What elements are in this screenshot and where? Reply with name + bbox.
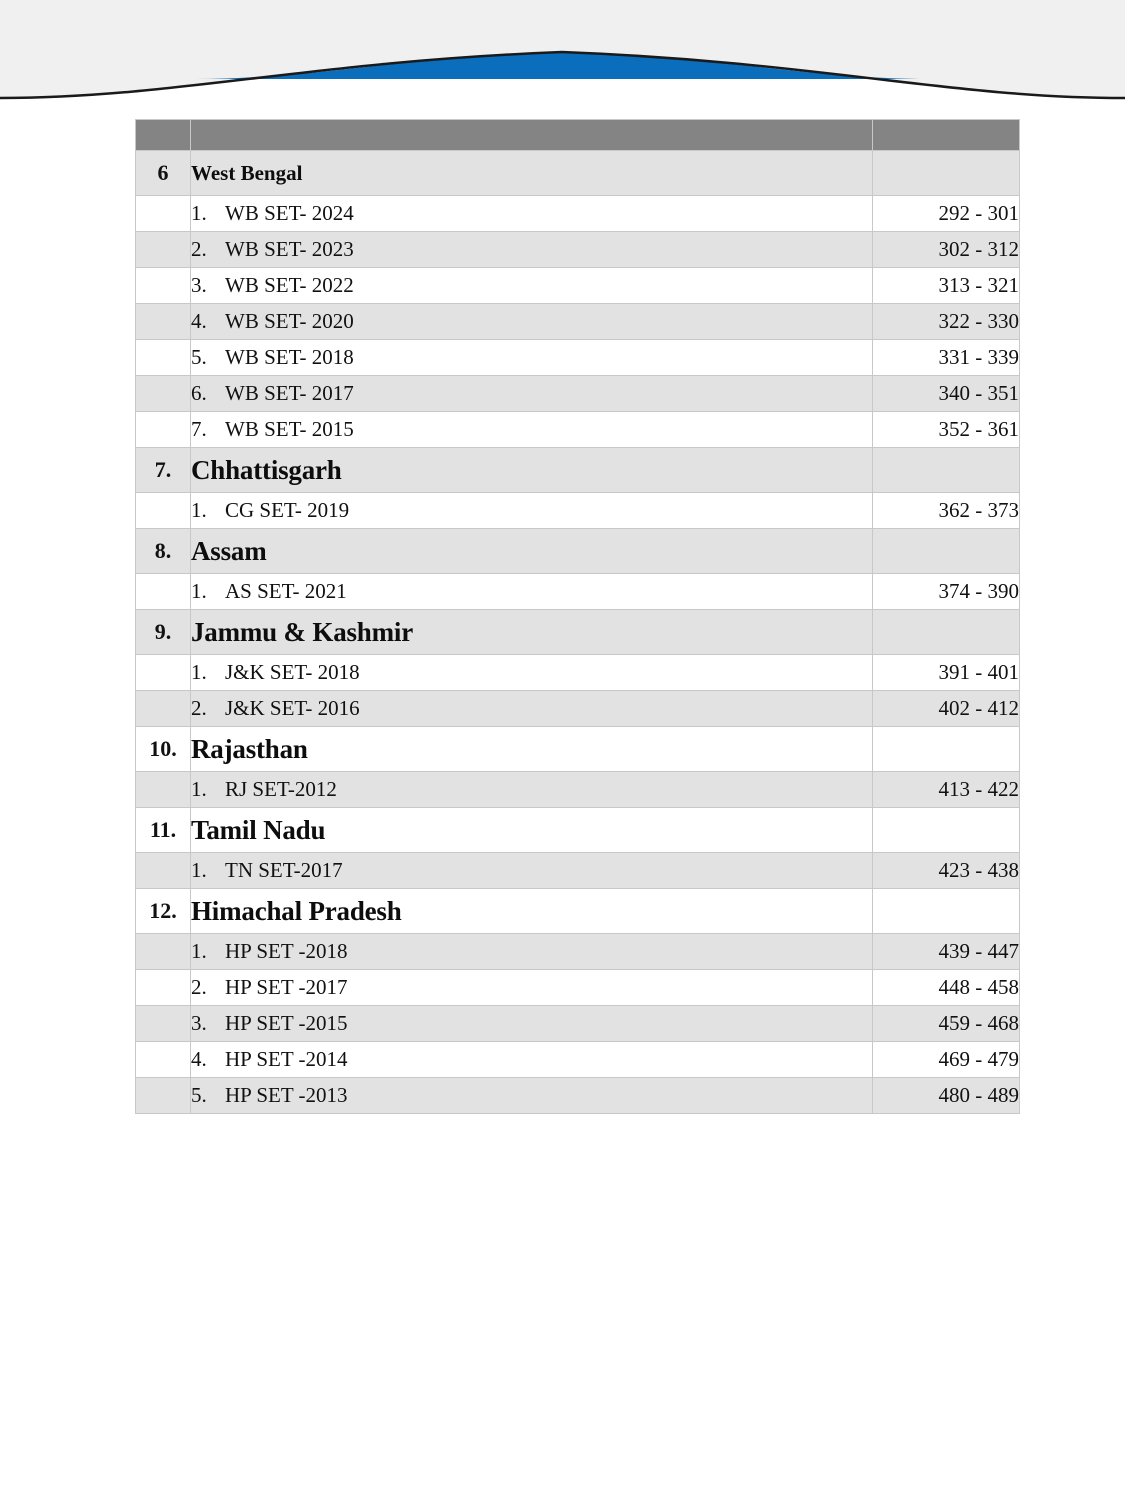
index-table xyxy=(135,119,1020,1114)
exam-item-label: WB SET- 2023 xyxy=(225,237,354,261)
exam-item-number: 1. xyxy=(191,579,207,603)
exam-item-label: TN SET-2017 xyxy=(225,858,343,882)
exam-entry-row xyxy=(136,1078,1020,1114)
page-range-cell xyxy=(873,529,1020,574)
row-serial-cell: 8. xyxy=(136,529,191,574)
exam-entry-row xyxy=(136,655,1020,691)
row-serial-cell xyxy=(136,196,191,232)
row-serial-cell xyxy=(136,232,191,268)
header-cell-sl xyxy=(136,120,191,151)
page-range-cell: 331 - 339 xyxy=(873,340,1020,376)
exam-item-label: HP SET -2014 xyxy=(225,1047,348,1071)
row-serial-cell xyxy=(136,691,191,727)
page-body xyxy=(0,105,1125,1500)
header-cell-pages xyxy=(873,120,1020,151)
exam-entry-row xyxy=(136,493,1020,529)
exam-entry-row xyxy=(136,970,1020,1006)
page-range-cell: 362 - 373 xyxy=(873,493,1020,529)
page-range-cell xyxy=(873,727,1020,772)
exam-item-number: 5. xyxy=(191,345,207,369)
row-serial-cell: 7. xyxy=(136,448,191,493)
exam-item-label: WB SET- 2022 xyxy=(225,273,354,297)
exam-name-cell xyxy=(191,691,873,727)
page-range-cell: 469 - 479 xyxy=(873,1042,1020,1078)
exam-entry-row xyxy=(136,772,1020,808)
row-serial-cell: 12. xyxy=(136,889,191,934)
exam-item-label: HP SET -2017 xyxy=(225,975,348,999)
state-group-row xyxy=(136,808,1020,853)
exam-entry-row xyxy=(136,1006,1020,1042)
exam-entry-row xyxy=(136,232,1020,268)
exam-item-number: 1. xyxy=(191,777,207,801)
row-serial-cell xyxy=(136,655,191,691)
exam-item-label: WB SET- 2017 xyxy=(225,381,354,405)
state-group-row xyxy=(136,151,1020,196)
exam-name-cell xyxy=(191,376,873,412)
row-serial-cell xyxy=(136,493,191,529)
exam-item-label: HP SET -2015 xyxy=(225,1011,348,1035)
row-serial-cell xyxy=(136,412,191,448)
page-range-cell: 413 - 422 xyxy=(873,772,1020,808)
page-range-cell: 480 - 489 xyxy=(873,1078,1020,1114)
row-serial-cell: 9. xyxy=(136,610,191,655)
state-group-row xyxy=(136,610,1020,655)
page-range-cell xyxy=(873,448,1020,493)
exam-item-number: 3. xyxy=(191,1011,207,1035)
row-serial-cell xyxy=(136,1006,191,1042)
exam-item-label: WB SET- 2024 xyxy=(225,201,354,225)
exam-item-number: 6. xyxy=(191,381,207,405)
exam-name-cell xyxy=(191,304,873,340)
exam-name-cell xyxy=(191,232,873,268)
state-name-cell: Jammu & Kashmir xyxy=(191,610,873,655)
exam-entry-row xyxy=(136,412,1020,448)
exam-entry-row xyxy=(136,340,1020,376)
exam-entry-row xyxy=(136,574,1020,610)
exam-item-label: J&K SET- 2016 xyxy=(225,696,360,720)
row-serial-cell xyxy=(136,376,191,412)
exam-entry-row xyxy=(136,1042,1020,1078)
state-name-cell: Tamil Nadu xyxy=(191,808,873,853)
page-range-cell xyxy=(873,610,1020,655)
exam-entry-row xyxy=(136,304,1020,340)
exam-name-cell xyxy=(191,1042,873,1078)
page-range-cell: 340 - 351 xyxy=(873,376,1020,412)
page-range-cell: 292 - 301 xyxy=(873,196,1020,232)
row-serial-cell xyxy=(136,1078,191,1114)
exam-name-cell xyxy=(191,196,873,232)
exam-item-number: 3. xyxy=(191,273,207,297)
state-name-cell: West Bengal xyxy=(191,151,873,196)
exam-name-cell xyxy=(191,340,873,376)
exam-item-number: 4. xyxy=(191,309,207,333)
row-serial-cell xyxy=(136,304,191,340)
exam-name-cell xyxy=(191,1006,873,1042)
exam-item-label: HP SET -2018 xyxy=(225,939,348,963)
page-range-cell: 313 - 321 xyxy=(873,268,1020,304)
exam-item-label: WB SET- 2020 xyxy=(225,309,354,333)
exam-item-label: WB SET- 2015 xyxy=(225,417,354,441)
page-range-cell xyxy=(873,808,1020,853)
exam-entry-row xyxy=(136,853,1020,889)
exam-name-cell xyxy=(191,412,873,448)
row-serial-cell: 10. xyxy=(136,727,191,772)
state-name-cell: Rajasthan xyxy=(191,727,873,772)
exam-item-number: 1. xyxy=(191,939,207,963)
header-decoration xyxy=(0,0,1125,105)
page-range-cell xyxy=(873,889,1020,934)
exam-name-cell xyxy=(191,1078,873,1114)
state-group-row xyxy=(136,889,1020,934)
exam-name-cell xyxy=(191,934,873,970)
state-group-row xyxy=(136,529,1020,574)
table-header-row xyxy=(136,120,1020,151)
row-serial-cell xyxy=(136,934,191,970)
exam-item-number: 1. xyxy=(191,858,207,882)
exam-item-label: CG SET- 2019 xyxy=(225,498,350,522)
state-name-cell: Assam xyxy=(191,529,873,574)
row-serial-cell xyxy=(136,853,191,889)
exam-name-cell xyxy=(191,493,873,529)
exam-item-label: HP SET -2013 xyxy=(225,1083,348,1107)
exam-item-number: 2. xyxy=(191,975,207,999)
row-serial-cell xyxy=(136,772,191,808)
exam-entry-row xyxy=(136,934,1020,970)
exam-item-number: 7. xyxy=(191,417,207,441)
row-serial-cell xyxy=(136,340,191,376)
row-serial-cell xyxy=(136,574,191,610)
exam-entry-row xyxy=(136,376,1020,412)
page-range-cell: 374 - 390 xyxy=(873,574,1020,610)
exam-item-number: 2. xyxy=(191,237,207,261)
page-range-cell: 423 - 438 xyxy=(873,853,1020,889)
exam-item-label: J&K SET- 2018 xyxy=(225,660,360,684)
state-name-cell: Chhattisgarh xyxy=(191,448,873,493)
exam-entry-row xyxy=(136,196,1020,232)
exam-item-label: AS SET- 2021 xyxy=(225,579,347,603)
exam-name-cell xyxy=(191,655,873,691)
exam-item-number: 5. xyxy=(191,1083,207,1107)
exam-entry-row xyxy=(136,691,1020,727)
page-range-cell: 391 - 401 xyxy=(873,655,1020,691)
exam-name-cell xyxy=(191,574,873,610)
page-range-cell: 448 - 458 xyxy=(873,970,1020,1006)
exam-item-number: 1. xyxy=(191,201,207,225)
exam-item-label: WB SET- 2018 xyxy=(225,345,354,369)
page-range-cell: 459 - 468 xyxy=(873,1006,1020,1042)
header-cell-name xyxy=(191,120,873,151)
row-serial-cell xyxy=(136,268,191,304)
exam-item-number: 2. xyxy=(191,696,207,720)
exam-name-cell xyxy=(191,970,873,1006)
page-range-cell: 402 - 412 xyxy=(873,691,1020,727)
exam-item-number: 1. xyxy=(191,660,207,684)
state-group-row xyxy=(136,727,1020,772)
exam-item-number: 4. xyxy=(191,1047,207,1071)
page-range-cell: 302 - 312 xyxy=(873,232,1020,268)
page-range-cell: 439 - 447 xyxy=(873,934,1020,970)
row-serial-cell xyxy=(136,1042,191,1078)
exam-name-cell xyxy=(191,772,873,808)
exam-name-cell xyxy=(191,853,873,889)
state-name-cell: Himachal Pradesh xyxy=(191,889,873,934)
page-range-cell xyxy=(873,151,1020,196)
row-serial-cell xyxy=(136,970,191,1006)
exam-name-cell xyxy=(191,268,873,304)
exam-entry-row xyxy=(136,268,1020,304)
exam-item-label: RJ SET-2012 xyxy=(225,777,337,801)
index-table-body xyxy=(136,120,1020,1114)
row-serial-cell: 6 xyxy=(136,151,191,196)
exam-item-number: 1. xyxy=(191,498,207,522)
page-range-cell: 352 - 361 xyxy=(873,412,1020,448)
row-serial-cell: 11. xyxy=(136,808,191,853)
state-group-row xyxy=(136,448,1020,493)
page-range-cell: 322 - 330 xyxy=(873,304,1020,340)
